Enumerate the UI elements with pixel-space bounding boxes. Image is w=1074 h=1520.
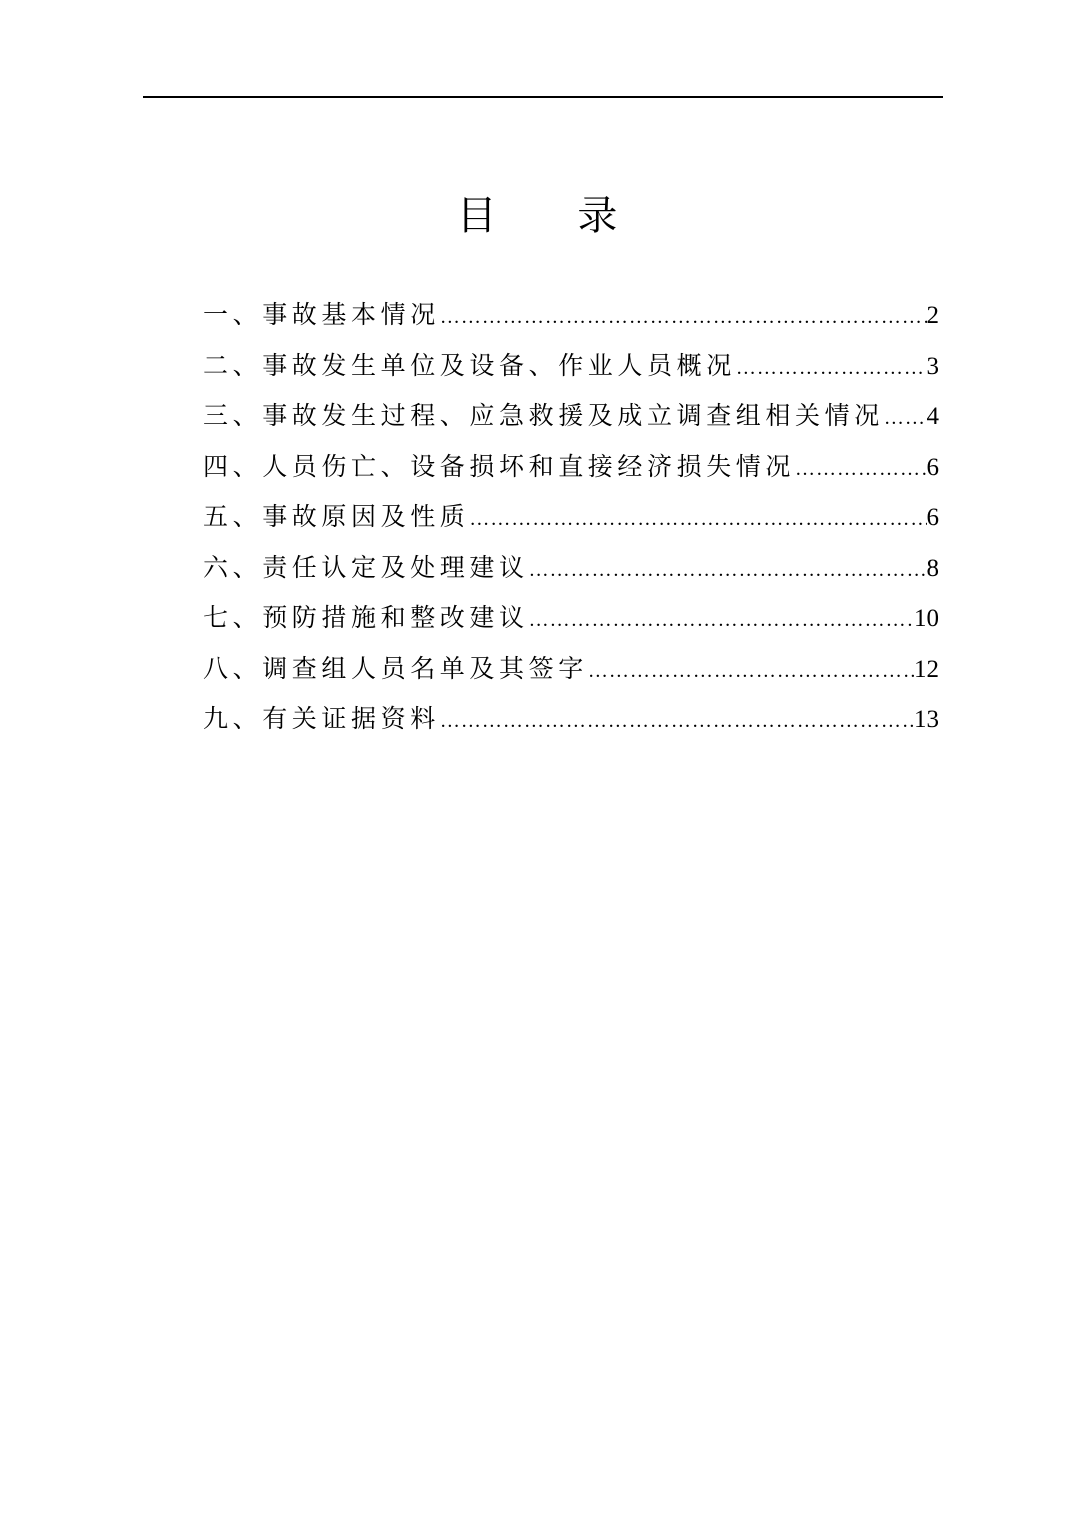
toc-entry-page: 2 (926, 302, 939, 329)
toc-dot-leader (795, 444, 926, 493)
toc-entry[interactable] (203, 341, 939, 392)
toc-entry-page: 6 (926, 504, 939, 531)
toc-dot-leader (736, 343, 927, 392)
toc-entry-page: 8 (926, 554, 939, 582)
toc-entry-page: 3 (926, 352, 939, 380)
toc-entry-page: 6 (926, 453, 939, 481)
header-rule (143, 96, 943, 98)
toc-dot-leader (440, 292, 927, 341)
toc-entry-label: 六、责任认定及处理建议 (203, 552, 529, 582)
toc-entry[interactable] (203, 644, 939, 695)
toc-entry-page: 10 (914, 605, 939, 632)
toc-entry[interactable] (203, 290, 939, 341)
toc-dot-leader (588, 646, 914, 695)
toc-dot-leader (884, 393, 927, 442)
toc-entry-label: 七、预防措施和整改建议 (203, 603, 529, 632)
toc-entry-label: 四、人员伤亡、设备损坏和直接经济损失情况 (203, 451, 796, 481)
toc-entry-page: 4 (926, 403, 939, 430)
toc-dot-leader (529, 595, 914, 644)
toc-entry[interactable] (203, 543, 939, 594)
toc-entry-label: 一、事故基本情况 (203, 300, 440, 329)
toc-title: 目 录 (456, 193, 652, 239)
toc-entry-page: 13 (914, 706, 939, 733)
toc-entry-label: 九、有关证据资料 (203, 704, 440, 733)
toc-entry[interactable] (203, 694, 939, 745)
toc-dot-leader (440, 696, 914, 745)
toc-entry-label: 八、调查组人员名单及其签字 (203, 653, 588, 683)
toc-entry[interactable] (203, 391, 939, 442)
toc-dot-leader (529, 545, 927, 594)
toc-entry-label: 二、事故发生单位及设备、作业人员概况 (203, 350, 736, 380)
toc-entry-label: 三、事故发生过程、应急救援及成立调查组相关情况 (203, 401, 884, 430)
toc-dot-leader (469, 494, 926, 543)
toc-entry[interactable] (203, 593, 939, 644)
toc-entry-label: 五、事故原因及性质 (203, 502, 470, 531)
toc-entry-page: 12 (914, 655, 939, 683)
table-of-contents (203, 290, 939, 745)
toc-entry[interactable] (203, 442, 939, 493)
toc-entry[interactable] (203, 492, 939, 543)
